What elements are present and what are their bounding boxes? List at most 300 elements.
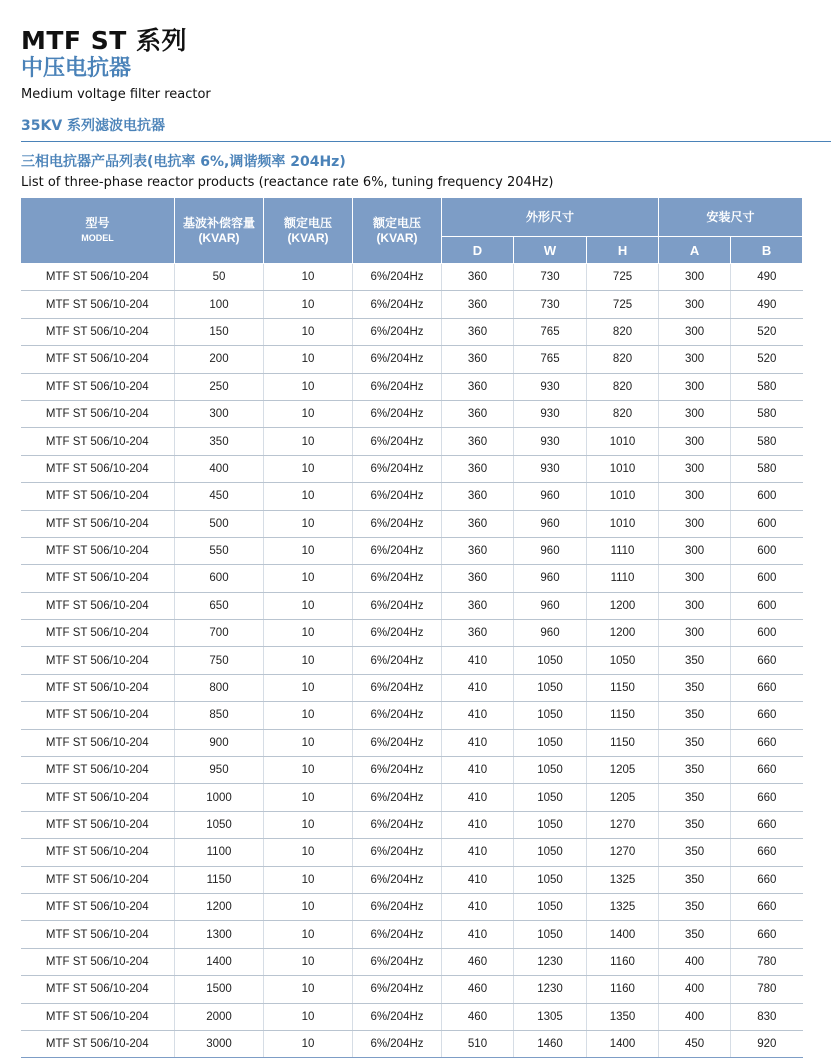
cell-rate: 6%/204Hz	[353, 537, 442, 564]
cell-voltage: 10	[264, 729, 353, 756]
cell-voltage: 10	[264, 400, 353, 427]
cell-h: 725	[587, 264, 659, 291]
cell-a: 300	[659, 428, 731, 455]
cell-h: 1110	[587, 565, 659, 592]
page-title: MTF ST 系列	[21, 26, 187, 55]
cell-w: 930	[514, 428, 587, 455]
cell-kvar: 650	[175, 592, 264, 619]
cell-voltage: 10	[264, 976, 353, 1003]
cell-h: 1150	[587, 674, 659, 701]
cell-kvar: 150	[175, 318, 264, 345]
header-a: A	[659, 237, 731, 264]
cell-kvar: 1000	[175, 784, 264, 811]
header-rate-cn: 额定电压	[372, 215, 421, 230]
cell-model: MTF ST 506/10-204	[21, 565, 175, 592]
cell-a: 300	[659, 537, 731, 564]
series-heading: 35KV 系列滤波电抗器	[21, 118, 166, 134]
cell-h: 1350	[587, 1003, 659, 1030]
cell-kvar: 700	[175, 620, 264, 647]
cell-a: 300	[659, 264, 731, 291]
cell-voltage: 10	[264, 510, 353, 537]
cell-kvar: 50	[175, 264, 264, 291]
cell-model: MTF ST 506/10-204	[21, 784, 175, 811]
table-row	[21, 811, 803, 838]
table-row	[21, 373, 803, 400]
cell-d: 360	[442, 264, 514, 291]
cell-a: 350	[659, 757, 731, 784]
cell-voltage: 10	[264, 784, 353, 811]
cell-voltage: 10	[264, 455, 353, 482]
cell-rate: 6%/204Hz	[353, 893, 442, 920]
cell-b: 660	[731, 702, 803, 729]
cell-model: MTF ST 506/10-204	[21, 921, 175, 948]
cell-voltage: 10	[264, 866, 353, 893]
cell-a: 350	[659, 839, 731, 866]
cell-d: 410	[442, 839, 514, 866]
cell-w: 1050	[514, 811, 587, 838]
cell-kvar: 850	[175, 702, 264, 729]
cell-rate: 6%/204Hz	[353, 866, 442, 893]
cell-rate: 6%/204Hz	[353, 400, 442, 427]
cell-model: MTF ST 506/10-204	[21, 373, 175, 400]
cell-h: 1400	[587, 1030, 659, 1057]
cell-h: 1050	[587, 647, 659, 674]
cell-d: 410	[442, 784, 514, 811]
cell-w: 1050	[514, 839, 587, 866]
cell-voltage: 10	[264, 1003, 353, 1030]
cell-model: MTF ST 506/10-204	[21, 647, 175, 674]
header-outline: 外形尺寸	[442, 198, 659, 237]
cell-b: 660	[731, 811, 803, 838]
table-row	[21, 510, 803, 537]
table-row	[21, 839, 803, 866]
cell-a: 350	[659, 811, 731, 838]
cell-w: 960	[514, 537, 587, 564]
cell-voltage: 10	[264, 620, 353, 647]
cell-kvar: 1300	[175, 921, 264, 948]
cell-rate: 6%/204Hz	[353, 1030, 442, 1057]
cell-d: 360	[442, 291, 514, 318]
table-row	[21, 264, 803, 291]
cell-h: 820	[587, 346, 659, 373]
cell-kvar: 450	[175, 483, 264, 510]
cell-h: 725	[587, 291, 659, 318]
header-kvar-unit: (KVAR)	[198, 230, 240, 245]
cell-kvar: 750	[175, 647, 264, 674]
cell-a: 400	[659, 976, 731, 1003]
cell-rate: 6%/204Hz	[353, 483, 442, 510]
cell-b: 600	[731, 620, 803, 647]
cell-d: 460	[442, 1003, 514, 1030]
table-row	[21, 976, 803, 1003]
cell-kvar: 800	[175, 674, 264, 701]
cell-voltage: 10	[264, 811, 353, 838]
cell-rate: 6%/204Hz	[353, 674, 442, 701]
cell-w: 1050	[514, 702, 587, 729]
cell-kvar: 350	[175, 428, 264, 455]
cell-kvar: 1150	[175, 866, 264, 893]
cell-a: 350	[659, 784, 731, 811]
header-model	[21, 198, 175, 264]
header-voltage	[264, 198, 353, 264]
cell-b: 490	[731, 264, 803, 291]
cell-w: 960	[514, 565, 587, 592]
cell-w: 960	[514, 510, 587, 537]
cell-d: 410	[442, 811, 514, 838]
cell-b: 660	[731, 784, 803, 811]
cell-d: 460	[442, 976, 514, 1003]
cell-kvar: 550	[175, 537, 264, 564]
table-row	[21, 729, 803, 756]
cell-w: 930	[514, 455, 587, 482]
cell-model: MTF ST 506/10-204	[21, 428, 175, 455]
cell-d: 410	[442, 674, 514, 701]
cell-voltage: 10	[264, 647, 353, 674]
cell-a: 350	[659, 702, 731, 729]
cell-voltage: 10	[264, 291, 353, 318]
cell-model: MTF ST 506/10-204	[21, 729, 175, 756]
cell-b: 580	[731, 455, 803, 482]
cell-rate: 6%/204Hz	[353, 291, 442, 318]
cell-voltage: 10	[264, 674, 353, 701]
cell-b: 780	[731, 976, 803, 1003]
cell-model: MTF ST 506/10-204	[21, 702, 175, 729]
cell-d: 410	[442, 647, 514, 674]
cell-d: 360	[442, 483, 514, 510]
cell-model: MTF ST 506/10-204	[21, 291, 175, 318]
cell-b: 920	[731, 1030, 803, 1057]
cell-h: 820	[587, 400, 659, 427]
cell-a: 300	[659, 400, 731, 427]
header-h: H	[587, 237, 659, 264]
cell-w: 765	[514, 318, 587, 345]
cell-model: MTF ST 506/10-204	[21, 1003, 175, 1030]
cell-w: 1050	[514, 784, 587, 811]
header-kvar	[175, 198, 264, 264]
cell-model: MTF ST 506/10-204	[21, 948, 175, 975]
cell-rate: 6%/204Hz	[353, 839, 442, 866]
cell-w: 930	[514, 373, 587, 400]
cell-kvar: 1200	[175, 893, 264, 920]
cell-rate: 6%/204Hz	[353, 1003, 442, 1030]
cell-kvar: 100	[175, 291, 264, 318]
cell-rate: 6%/204Hz	[353, 620, 442, 647]
cell-h: 1160	[587, 948, 659, 975]
cell-b: 580	[731, 428, 803, 455]
cell-model: MTF ST 506/10-204	[21, 811, 175, 838]
cell-rate: 6%/204Hz	[353, 510, 442, 537]
cell-a: 300	[659, 346, 731, 373]
cell-w: 960	[514, 620, 587, 647]
cell-w: 765	[514, 346, 587, 373]
cell-b: 660	[731, 839, 803, 866]
cell-a: 350	[659, 921, 731, 948]
cell-b: 600	[731, 537, 803, 564]
cell-a: 300	[659, 565, 731, 592]
header-model-en: MODEL	[81, 232, 114, 243]
cell-a: 300	[659, 620, 731, 647]
cell-model: MTF ST 506/10-204	[21, 346, 175, 373]
header-rate	[353, 198, 442, 264]
table-row	[21, 346, 803, 373]
table-row	[21, 647, 803, 674]
cell-model: MTF ST 506/10-204	[21, 866, 175, 893]
cell-model: MTF ST 506/10-204	[21, 757, 175, 784]
cell-voltage: 10	[264, 346, 353, 373]
cell-rate: 6%/204Hz	[353, 757, 442, 784]
cell-kvar: 1500	[175, 976, 264, 1003]
cell-d: 410	[442, 866, 514, 893]
cell-d: 360	[442, 537, 514, 564]
cell-w: 960	[514, 592, 587, 619]
cell-model: MTF ST 506/10-204	[21, 455, 175, 482]
cell-kvar: 900	[175, 729, 264, 756]
cell-model: MTF ST 506/10-204	[21, 592, 175, 619]
table-row	[21, 620, 803, 647]
cell-b: 660	[731, 729, 803, 756]
cell-w: 1050	[514, 921, 587, 948]
cell-h: 1150	[587, 702, 659, 729]
section-divider	[21, 141, 831, 142]
cell-kvar: 600	[175, 565, 264, 592]
cell-b: 580	[731, 373, 803, 400]
cell-model: MTF ST 506/10-204	[21, 893, 175, 920]
cell-a: 350	[659, 729, 731, 756]
cell-kvar: 3000	[175, 1030, 264, 1057]
cell-rate: 6%/204Hz	[353, 702, 442, 729]
cell-h: 1010	[587, 510, 659, 537]
cell-kvar: 250	[175, 373, 264, 400]
cell-w: 1050	[514, 674, 587, 701]
cell-b: 520	[731, 318, 803, 345]
cell-model: MTF ST 506/10-204	[21, 318, 175, 345]
table-row	[21, 537, 803, 564]
cell-rate: 6%/204Hz	[353, 264, 442, 291]
table-row	[21, 893, 803, 920]
cell-d: 360	[442, 346, 514, 373]
cell-a: 400	[659, 1003, 731, 1030]
cell-h: 1160	[587, 976, 659, 1003]
cell-kvar: 1400	[175, 948, 264, 975]
cell-rate: 6%/204Hz	[353, 976, 442, 1003]
cell-h: 1110	[587, 537, 659, 564]
cell-voltage: 10	[264, 565, 353, 592]
cell-h: 1400	[587, 921, 659, 948]
table-row	[21, 318, 803, 345]
table-row	[21, 674, 803, 701]
header-kvar-cn: 基波补偿容量	[182, 215, 255, 230]
cell-d: 410	[442, 702, 514, 729]
cell-h: 820	[587, 373, 659, 400]
cell-w: 960	[514, 483, 587, 510]
cell-d: 360	[442, 400, 514, 427]
table-row	[21, 702, 803, 729]
cell-a: 300	[659, 592, 731, 619]
header-rate-unit: (KVAR)	[376, 230, 418, 245]
cell-h: 1200	[587, 620, 659, 647]
cell-a: 300	[659, 510, 731, 537]
cell-w: 1460	[514, 1030, 587, 1057]
cell-b: 600	[731, 565, 803, 592]
cell-voltage: 10	[264, 893, 353, 920]
cell-d: 360	[442, 373, 514, 400]
table-row	[21, 455, 803, 482]
cell-rate: 6%/204Hz	[353, 346, 442, 373]
cell-d: 410	[442, 893, 514, 920]
cell-a: 300	[659, 291, 731, 318]
cell-model: MTF ST 506/10-204	[21, 400, 175, 427]
cell-a: 400	[659, 948, 731, 975]
cell-d: 410	[442, 729, 514, 756]
table-row	[21, 1003, 803, 1030]
cell-a: 300	[659, 373, 731, 400]
cell-d: 360	[442, 565, 514, 592]
header-voltage-unit: (KVAR)	[287, 230, 329, 245]
cell-d: 360	[442, 592, 514, 619]
table-row	[21, 291, 803, 318]
cell-voltage: 10	[264, 948, 353, 975]
cell-b: 660	[731, 757, 803, 784]
cell-rate: 6%/204Hz	[353, 647, 442, 674]
cell-voltage: 10	[264, 428, 353, 455]
cell-rate: 6%/204Hz	[353, 592, 442, 619]
table-row	[21, 948, 803, 975]
cell-b: 660	[731, 866, 803, 893]
cell-h: 1325	[587, 893, 659, 920]
cell-rate: 6%/204Hz	[353, 784, 442, 811]
cell-d: 360	[442, 318, 514, 345]
cell-model: MTF ST 506/10-204	[21, 1030, 175, 1057]
cell-kvar: 200	[175, 346, 264, 373]
cell-h: 1270	[587, 839, 659, 866]
cell-voltage: 10	[264, 1030, 353, 1057]
cell-kvar: 2000	[175, 1003, 264, 1030]
cell-d: 410	[442, 757, 514, 784]
table-body	[21, 264, 803, 1058]
cell-w: 730	[514, 291, 587, 318]
header-model-cn: 型号	[85, 215, 110, 230]
cell-a: 350	[659, 866, 731, 893]
cell-d: 410	[442, 921, 514, 948]
cell-rate: 6%/204Hz	[353, 811, 442, 838]
cell-w: 1230	[514, 976, 587, 1003]
header-d: D	[442, 237, 514, 264]
table-row	[21, 428, 803, 455]
table-row	[21, 784, 803, 811]
table-row	[21, 757, 803, 784]
page-subtitle: 中压电抗器	[21, 56, 132, 81]
cell-b: 660	[731, 647, 803, 674]
english-subtitle: Medium voltage filter reactor	[21, 87, 211, 102]
cell-voltage: 10	[264, 318, 353, 345]
cell-rate: 6%/204Hz	[353, 455, 442, 482]
cell-a: 350	[659, 893, 731, 920]
cell-kvar: 300	[175, 400, 264, 427]
cell-rate: 6%/204Hz	[353, 948, 442, 975]
cell-b: 830	[731, 1003, 803, 1030]
cell-h: 1010	[587, 428, 659, 455]
cell-h: 1205	[587, 784, 659, 811]
header-voltage-cn: 额定电压	[283, 215, 332, 230]
cell-a: 350	[659, 647, 731, 674]
cell-w: 1305	[514, 1003, 587, 1030]
cell-b: 490	[731, 291, 803, 318]
cell-d: 360	[442, 510, 514, 537]
list-title-en: List of three-phase reactor products (reactance rate 6%, tuning frequency 204Hz)	[21, 175, 554, 190]
cell-b: 660	[731, 921, 803, 948]
cell-model: MTF ST 506/10-204	[21, 620, 175, 647]
cell-kvar: 950	[175, 757, 264, 784]
cell-h: 1010	[587, 455, 659, 482]
cell-voltage: 10	[264, 537, 353, 564]
cell-w: 1050	[514, 647, 587, 674]
table-row	[21, 592, 803, 619]
cell-w: 730	[514, 264, 587, 291]
cell-b: 580	[731, 400, 803, 427]
cell-a: 300	[659, 483, 731, 510]
cell-voltage: 10	[264, 592, 353, 619]
cell-b: 780	[731, 948, 803, 975]
cell-voltage: 10	[264, 264, 353, 291]
product-table	[20, 197, 803, 1058]
table-row	[21, 483, 803, 510]
header-install: 安装尺寸	[659, 198, 803, 237]
cell-kvar: 400	[175, 455, 264, 482]
cell-voltage: 10	[264, 757, 353, 784]
cell-b: 660	[731, 893, 803, 920]
cell-b: 660	[731, 674, 803, 701]
header-w: W	[514, 237, 587, 264]
cell-a: 450	[659, 1030, 731, 1057]
cell-model: MTF ST 506/10-204	[21, 510, 175, 537]
cell-h: 820	[587, 318, 659, 345]
table-row	[21, 866, 803, 893]
cell-h: 1325	[587, 866, 659, 893]
cell-a: 300	[659, 318, 731, 345]
cell-voltage: 10	[264, 702, 353, 729]
cell-h: 1270	[587, 811, 659, 838]
cell-model: MTF ST 506/10-204	[21, 674, 175, 701]
cell-w: 1050	[514, 757, 587, 784]
cell-rate: 6%/204Hz	[353, 318, 442, 345]
list-title-cn: 三相电抗器产品列表(电抗率 6%,调谐频率 204Hz)	[21, 154, 346, 170]
cell-d: 360	[442, 428, 514, 455]
cell-voltage: 10	[264, 921, 353, 948]
cell-b: 520	[731, 346, 803, 373]
cell-d: 510	[442, 1030, 514, 1057]
cell-voltage: 10	[264, 373, 353, 400]
cell-h: 1205	[587, 757, 659, 784]
cell-h: 1150	[587, 729, 659, 756]
cell-kvar: 500	[175, 510, 264, 537]
cell-rate: 6%/204Hz	[353, 565, 442, 592]
header-b: B	[731, 237, 803, 264]
cell-rate: 6%/204Hz	[353, 373, 442, 400]
cell-rate: 6%/204Hz	[353, 921, 442, 948]
cell-b: 600	[731, 592, 803, 619]
cell-model: MTF ST 506/10-204	[21, 839, 175, 866]
cell-w: 1050	[514, 866, 587, 893]
cell-a: 350	[659, 674, 731, 701]
cell-w: 1230	[514, 948, 587, 975]
cell-a: 300	[659, 455, 731, 482]
table-row	[21, 565, 803, 592]
cell-d: 360	[442, 620, 514, 647]
cell-w: 930	[514, 400, 587, 427]
cell-h: 1010	[587, 483, 659, 510]
cell-rate: 6%/204Hz	[353, 428, 442, 455]
cell-h: 1200	[587, 592, 659, 619]
